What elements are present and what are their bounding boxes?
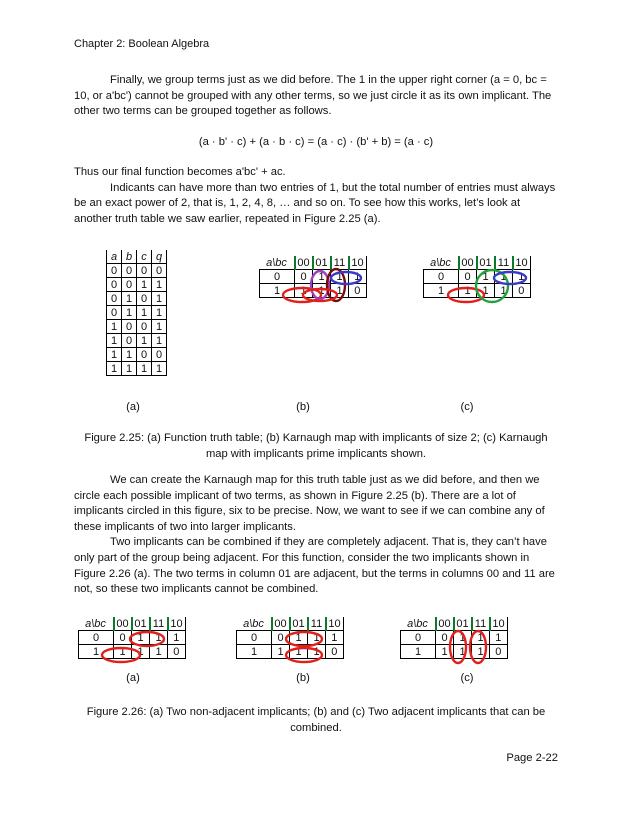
kmap-row-label: 0 — [237, 631, 272, 645]
kmap-cell: 1 — [513, 270, 531, 284]
tt-cell: 1 — [122, 362, 137, 376]
tt-cell: 1 — [152, 334, 167, 348]
implicant-circle-blue — [494, 272, 526, 284]
implicant-circle-red — [470, 631, 486, 663]
kmap-cell: 1 — [459, 284, 477, 298]
kmap-col-header: 10 — [326, 617, 344, 631]
kmap-col-header: 01 — [290, 617, 308, 631]
kmap-cell: 0 — [349, 284, 367, 298]
implicant-circle-red — [286, 648, 322, 662]
figure-2-26-caption: Figure 2.26: (a) Two non-adjacent implicants; (b) and (c) Two adjacent implicants that can be combined. — [86, 706, 546, 734]
kmap-cell: 1 — [313, 284, 331, 298]
kmap-corner-label: a\bc — [401, 617, 436, 631]
kmap-col-header: 10 — [349, 256, 367, 270]
kmap-cell: 0 — [272, 631, 290, 645]
paragraph-2: Thus our final function becomes a'bc' + ac. — [74, 166, 286, 178]
kmap-cell: 0 — [490, 645, 508, 659]
tt-header-b: b — [122, 250, 137, 264]
tt-cell: 0 — [107, 278, 122, 292]
kmap-col-header: 11 — [472, 617, 490, 631]
kmap-cell: 0 — [295, 270, 313, 284]
kmap-corner-label: a\bc — [237, 617, 272, 631]
kmap-col-header: 00 — [459, 256, 477, 270]
kmap-col-header: 01 — [454, 617, 472, 631]
kmap-col-header: 11 — [308, 617, 326, 631]
tt-cell: 0 — [137, 292, 152, 306]
tt-cell: 1 — [107, 348, 122, 362]
chapter-header: Chapter 2: Boolean Algebra — [74, 38, 210, 50]
paragraph-5: Two implicants can be combined if they are completely adjacent. That is, they can’t have only part of the group being adjacent. For this function, consider the two implicants shown in Figure 2.26 (a). The two terms in column 01 are adjacent, but the terms in columns 00 and 11 are not, so these two implicants cannot be combined. — [74, 536, 555, 596]
kmap-cell: 1 — [472, 645, 490, 659]
tt-cell: 1 — [122, 348, 137, 362]
kmap-cell: 1 — [349, 270, 367, 284]
kmap-cell: 1 — [495, 284, 513, 298]
tt-cell: 0 — [122, 264, 137, 278]
fig26-label-b: (b) — [296, 672, 310, 684]
tt-cell: 1 — [107, 320, 122, 334]
kmap-col-header: 10 — [490, 617, 508, 631]
kmap-col-header: 00 — [272, 617, 290, 631]
kmap-row-label: 0 — [401, 631, 436, 645]
kmap-cell: 0 — [168, 645, 186, 659]
kmap-col-header: 01 — [477, 256, 495, 270]
kmap-row-label: 1 — [260, 284, 295, 298]
kmap-col-header: 10 — [168, 617, 186, 631]
tt-cell: 0 — [137, 348, 152, 362]
kmap-cell: 1 — [290, 631, 308, 645]
kmap-cell: 0 — [513, 284, 531, 298]
kmap-cell: 1 — [308, 631, 326, 645]
tt-cell: 1 — [152, 362, 167, 376]
tt-cell: 0 — [137, 264, 152, 278]
tt-cell: 1 — [152, 306, 167, 320]
fig25-label-a: (a) — [126, 401, 140, 413]
tt-cell: 0 — [152, 348, 167, 362]
kmap-cell: 0 — [326, 645, 344, 659]
kmap-cell: 1 — [272, 645, 290, 659]
tt-cell: 0 — [122, 278, 137, 292]
paragraph-3: Indicants can have more than two entries of 1, but the total number of entries must always be an exact power of 2, that is, 1, 2, 4, 8, … and so on. To see how this works, let’s look at another truth table we saw earlier, repeated in Figure 2.25 (a). — [74, 181, 556, 225]
tt-cell: 1 — [107, 334, 122, 348]
kmap-cell: 1 — [477, 270, 495, 284]
kmap-cell: 1 — [477, 284, 495, 298]
fig25-label-c: (c) — [460, 401, 474, 413]
tt-cell: 1 — [137, 334, 152, 348]
implicant-circle-red — [130, 632, 164, 646]
kmap-cell: 0 — [459, 270, 477, 284]
tt-cell: 0 — [152, 264, 167, 278]
kmap-cell: 1 — [331, 270, 349, 284]
kmap-col-header: 01 — [132, 617, 150, 631]
tt-cell: 1 — [122, 292, 137, 306]
fig26-label-a: (a) — [126, 672, 140, 684]
kmap-cell: 1 — [132, 631, 150, 645]
tt-cell: 1 — [137, 306, 152, 320]
kmap-col-header: 00 — [114, 617, 132, 631]
implicant-circle-red — [102, 648, 140, 662]
kmap-cell: 1 — [308, 645, 326, 659]
kmap-cell: 1 — [150, 645, 168, 659]
kmap-row-label: 0 — [260, 270, 295, 284]
kmap-cell: 1 — [436, 645, 454, 659]
paragraph-4: We can create the Karnaugh map for this truth table just as we did before, and then we circle each possible implicant of two terms, as shown in Figure 2.25 (b). There are a lot of implicants circled in this figure, six to be precise. Now, we want to see if we can combine any of these implicants of two into larger implicants. — [74, 474, 545, 533]
tt-cell: 1 — [137, 278, 152, 292]
kmap-row-label: 1 — [401, 645, 436, 659]
kmap-cell: 1 — [295, 284, 313, 298]
page-number: Page 2-22 — [506, 752, 558, 764]
kmap-cell: 0 — [436, 631, 454, 645]
tt-header-a: a — [107, 250, 122, 264]
kmap-col-header: 01 — [313, 256, 331, 270]
kmap-cell: 1 — [495, 270, 513, 284]
tt-cell: 1 — [137, 362, 152, 376]
kmap-cell: 0 — [114, 631, 132, 645]
kmap-cell: 1 — [132, 645, 150, 659]
tt-cell: 0 — [122, 320, 137, 334]
tt-header-q: q — [152, 250, 167, 264]
tt-cell: 0 — [107, 306, 122, 320]
kmap-row-label: 1 — [424, 284, 459, 298]
tt-cell: 0 — [107, 264, 122, 278]
paragraph-1: Finally, we group terms just as we did before. The 1 in the upper right corner (a = 0, bc = 10, or a'bc') cannot be grouped with any other terms, so we just circle it as its own implicant. The other two terms can be grouped together as follows. — [74, 74, 552, 118]
tt-cell: 1 — [152, 292, 167, 306]
tt-header-c: c — [137, 250, 152, 264]
tt-cell: 1 — [152, 320, 167, 334]
kmap-row-label: 1 — [79, 645, 114, 659]
tt-cell: 0 — [122, 334, 137, 348]
kmap-row-label: 0 — [424, 270, 459, 284]
kmap-cell: 1 — [150, 631, 168, 645]
tt-cell: 1 — [152, 278, 167, 292]
kmap-cell: 1 — [331, 284, 349, 298]
kmap-row-label: 0 — [79, 631, 114, 645]
kmap-col-header: 10 — [513, 256, 531, 270]
tt-cell: 0 — [137, 320, 152, 334]
implicant-circle-red — [286, 632, 322, 646]
kmap-col-header: 11 — [150, 617, 168, 631]
kmap-cell: 1 — [168, 631, 186, 645]
kmap-row-label: 1 — [237, 645, 272, 659]
tt-cell: 1 — [107, 362, 122, 376]
kmap-cell: 1 — [490, 631, 508, 645]
kmap-corner-label: a\bc — [79, 617, 114, 631]
implicant-circle-red — [450, 631, 466, 663]
kmap-col-header: 11 — [331, 256, 349, 270]
kmap-cell: 1 — [454, 645, 472, 659]
fig25-label-b: (b) — [296, 401, 310, 413]
implicant-circle-green — [476, 270, 508, 302]
equation: (a · b' · c) + (a · b · c) = (a · c) · (b' + b) = (a · c) — [198, 136, 434, 148]
kmap-col-header: 00 — [295, 256, 313, 270]
kmap-cell: 1 — [472, 631, 490, 645]
kmap-cell: 1 — [454, 631, 472, 645]
kmap-corner-label: a\bc — [260, 256, 295, 270]
kmap-cell: 1 — [290, 645, 308, 659]
figure-2-25-caption: Figure 2.25: (a) Function truth table; (b) Karnaugh map with implicants of size 2; (c) Karnaugh map with implicants prime implicants shown. — [84, 432, 548, 460]
kmap-cell: 1 — [114, 645, 132, 659]
tt-cell: 1 — [122, 306, 137, 320]
kmap-cell: 1 — [313, 270, 331, 284]
kmap-corner-label: a\bc — [424, 256, 459, 270]
kmap-cell: 1 — [326, 631, 344, 645]
kmap-col-header: 11 — [495, 256, 513, 270]
tt-cell: 0 — [107, 292, 122, 306]
kmap-col-header: 00 — [436, 617, 454, 631]
fig26-label-c: (c) — [460, 672, 474, 684]
